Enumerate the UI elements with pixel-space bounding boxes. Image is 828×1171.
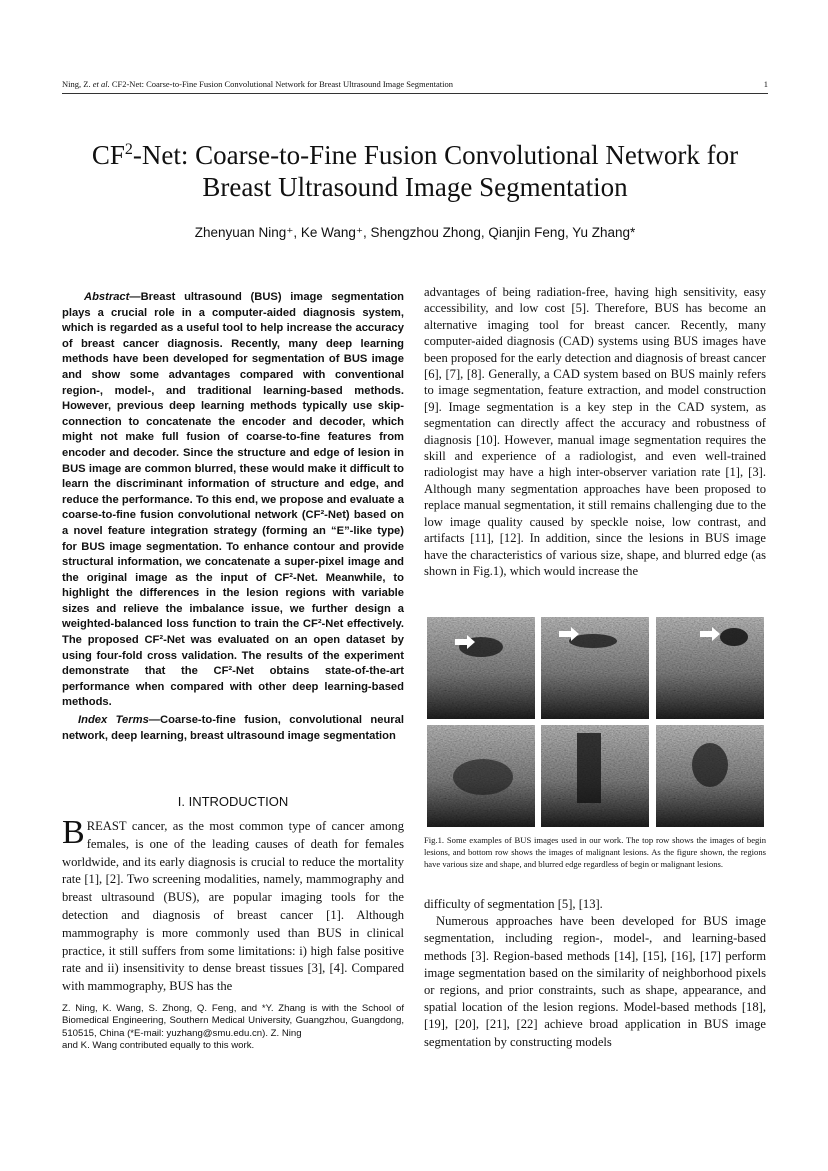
affiliation-footnote: Z. Ning, K. Wang, S. Zhong, Q. Feng, and *Y. Zhang is with the School of Biomedical Engineering, Southern Medical University, Guangzhou, Guangdong, 510515, China (*E-mail: yuzhang@smu.edu.cn). Z. Ning and K. Wang contributed equally to this work. — [62, 1003, 404, 1052]
bus-image-benign-3 — [656, 617, 764, 719]
right-column-continued — [424, 896, 766, 1051]
header-rule — [62, 93, 768, 94]
paper-title: $CF^2$-Net: Coarse-to-Fine Fusion Convolutional Network for Breast Ultrasound Image Segmentation — [91, 140, 739, 202]
bus-image-malignant-3 — [656, 725, 764, 827]
figure-caption: Fig.1. Some examples of BUS images used in our work. The top row shows the images of begin lesions, and bottom row shows the images of malignant lesions. As the figure shown, the regions have various size and shape, and blurred edge regardless of begin or malignant lesions. — [424, 835, 766, 869]
abstract-text: —Breast ultrasound (BUS) image segmentation plays a crucial role in a computer-aided diagnosis system, which is regarded as a useful tool to help increase the accuracy of breast cancer diagnosis. Recently, many deep learning methods have been developed for segmentation of BUS image and show some advantages compared with conventional region-, model-, and traditional learning-based methods. However, previous deep learning methods typically use skip-connection to concatenate the encoder and decoder, which might not make full fusion of coarse-to-fine features from encoder and decoder. Since the structure and edge of lesion in BUS image are common blurred, these would make it difficult to learn the discriminant information of structure and edge, and reduce the performance. To this end, we propose and evaluate a coarse-to-fine fusion convolutional network (CF²-Net) based on a novel feature integration strategy (forming an “E”-like type) for BUS image segmentation. To enhance contour and provide structural information, we concatenate a super-pixel image and the original image as the input of CF²-Net. Meanwhile, to highlight the differences in the lesion regions with variable sizes and relieve the imbalance issue, we further design a weighted-balanced loss function to train the CF²-Net effectively. The proposed CF²-Net was evaluated on an open dataset by using four-fold cross validation. The results of the experiment demonstrate that the CF²-Net obtains state-of-the-art performance when compared with other deep learning-based methods. — [62, 291, 404, 709]
bus-image-benign-1 — [427, 617, 535, 719]
index-terms-label: Index Terms — [78, 714, 149, 726]
index-terms — [62, 713, 404, 744]
running-header — [62, 79, 768, 89]
bus-image-malignant-2 — [541, 725, 649, 827]
index-terms-text: —Coarse-to-fine fusion, convolutional neural network, deep learning, breast ultrasound image segmentation — [62, 714, 404, 742]
bus-image-benign-2 — [541, 617, 649, 719]
intro-paragraph: BREAST cancer, as the most common type of cancer among females, is one of the leading causes of death for females worldwide, and its early diagnosis is crucial to reduce the mortality rate [1], [2]. Two screening modalities, namely, mammography and breast ultrasound (BUS), are popular imaging tools for the detection and diagnosis of breast cancer [1]. Although mammography is more commonly used than BUS in clinical practice, it still suffers from some limitations: i) high false positive rate and ii) insensitivity to dense breast tissues [3], [4]. Compared with mammography, BUS has the — [62, 814, 404, 994]
bus-image-malignant-1 — [427, 725, 535, 827]
page-number: 1 — [763, 79, 768, 89]
right-column-text: advantages of being radiation-free, having high sensitivity, easy accessibility, and low cost [5]. Therefore, BUS has become an alternative imaging tool for breast cancer. Recently, many computer-aided diagnosis (CAD) systems using BUS images have been proposed for the early detection and diagnosis of breast cancer [6], [7], [8]. Generally, a CAD system based on BUS mainly refers to image segmentation, feature extraction, and model construction [9]. Image segmentation is a key step in the CAD system, as segmentation can directly affect the accuracy and robustness of diagnosis [10]. However, manual image segmentation requires the skill and experience of a radiologist, and even well-trained radiologist may have a high inter-observer variation rate [1], [3]. Although many segmentation approaches have been proposed to replace manual segmentation, it still remains challenging due to the low image quality caused by speckle noise, low contrast, and artifacts [11], [12]. In addition, since the lesions in BUS image have the characteristics of various size, shape, and blurred edge (as shown in Fig.1), which would increase the — [424, 285, 766, 578]
figure-bus-examples — [427, 617, 764, 829]
abstract — [62, 290, 404, 711]
running-title: Ning, Z. et al. CF2-Net: Coarse-to-Fine Fusion Convolutional Network for Breast Ultrasound Image Segmentation — [62, 79, 453, 89]
author-list: Zhenyuan Ning⁺, Ke Wang⁺, Shengzhou Zhong, Qianjin Feng, Yu Zhang* — [194, 225, 636, 240]
paragraph: difficulty of segmentation [5], [13]. — [424, 897, 603, 911]
paragraph: Numerous approaches have been developed for BUS image segmentation, including region-, model-, and learning-based methods [3]. Region-based methods [14], [15], [16], [17] perform image segmentation based on the similarity of neighborhood pixels or regions, and prior constraints, such as shape, appearance, and spatial location of the lesion regions. Model-based methods [18], [19], [20], [21], [22] achieve broad application in BUS image segmentation by constructing models — [424, 914, 766, 1049]
section-heading: I. INTRODUCTION — [177, 794, 289, 809]
drop-cap: B — [62, 814, 85, 851]
abstract-label: Abstract — [84, 291, 130, 303]
